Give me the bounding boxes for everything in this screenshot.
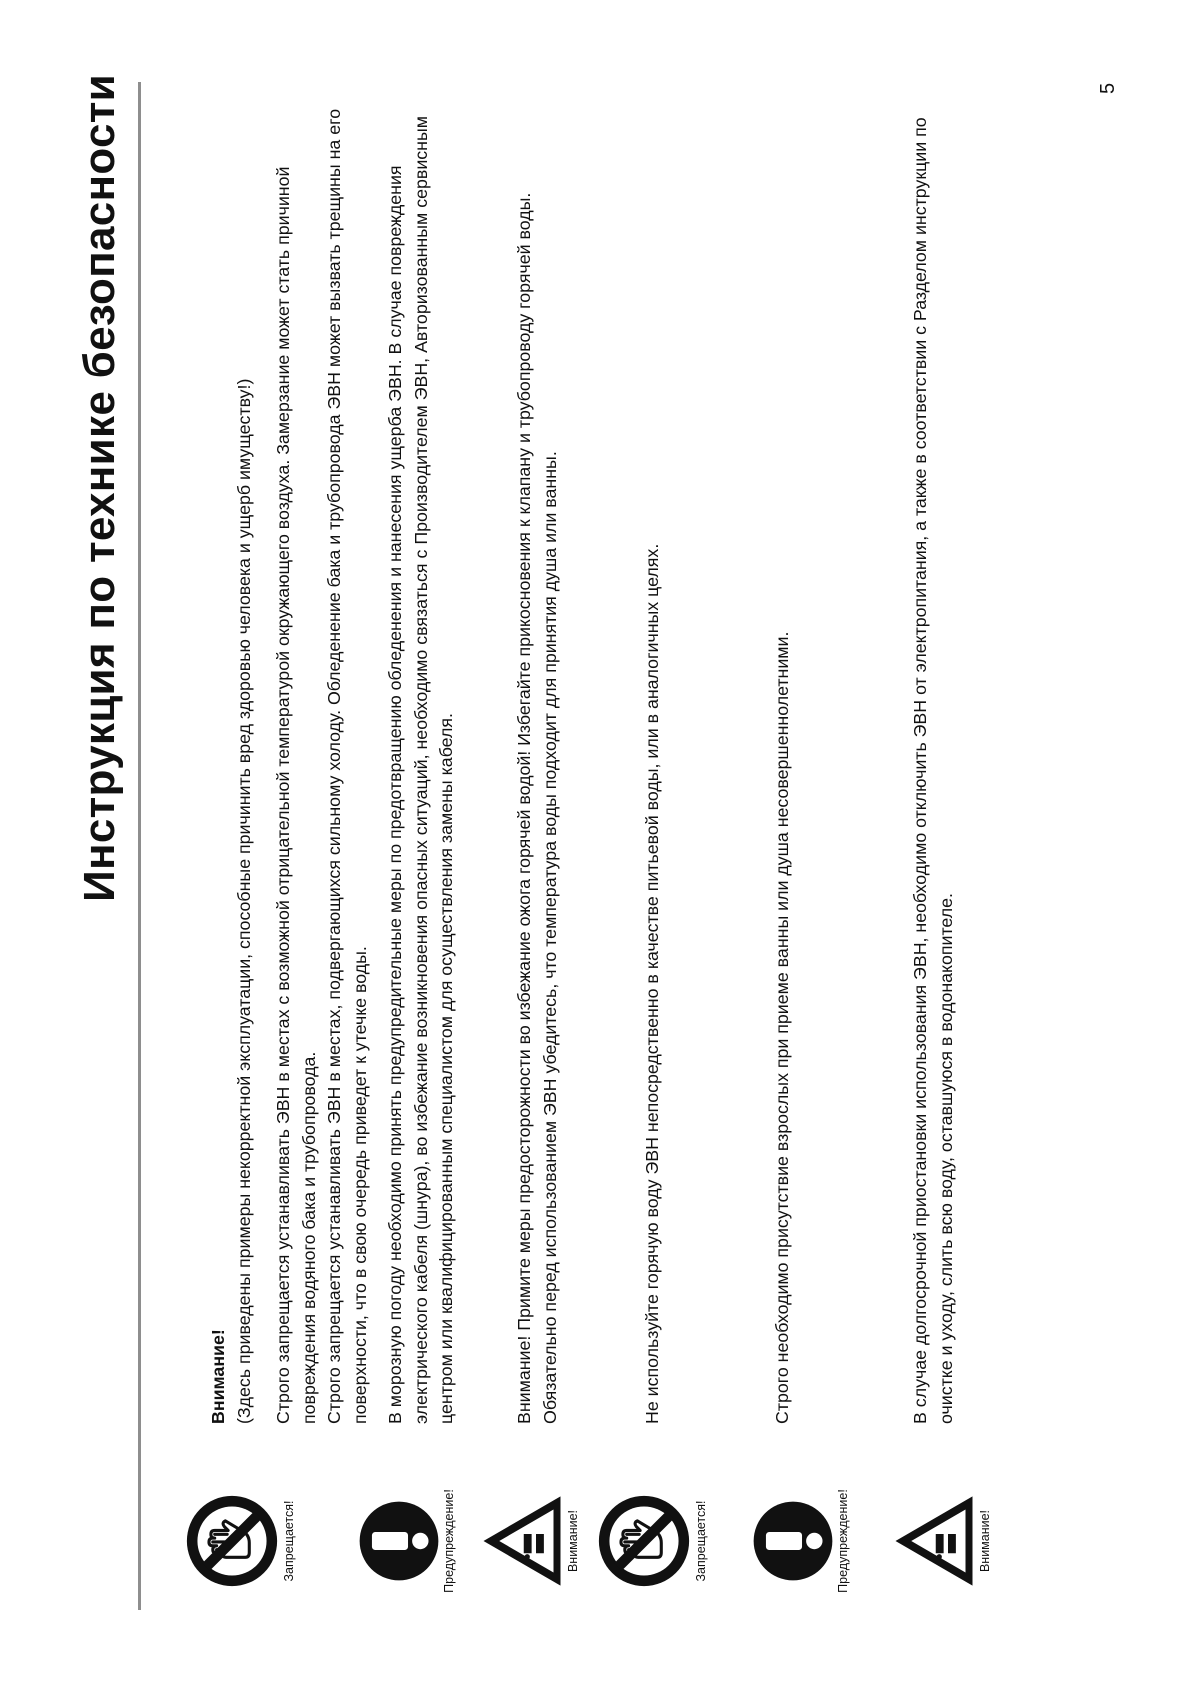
warning-exclamation-circle-icon [752,1500,834,1582]
warning-block [383,94,460,1424]
prohibited-icon-block [184,1486,296,1596]
block-paragraph: В случае долгосрочной приостановки использования ЭВН, необходимо отключить ЭВН от электропитания, а также в соответствии с Разделом инструкции по очистке и уходу, слить всю воду, оставшуюся в водонакопителе. [910,117,956,1424]
warning-exclamation-circle-icon [358,1500,440,1582]
icon-label: Внимание! [566,1509,580,1573]
caution-icon-block [480,1486,580,1596]
icon-label: Предупреждение! [442,1489,456,1593]
caution-block [908,94,959,1424]
page-number: 5 [1097,82,1119,94]
caution-block [512,94,563,1424]
icon-label: Предупреждение! [836,1489,850,1593]
block-paragraph: Внимание! Примите меры предосторожности во избежание ожога горячей водой! Избегайте прикосновения к клапану и трубопроводу горячей воды. Обязательно перед использованием ЭВН убедитесь, что температура воды подходит для принятия душа или ванны. [514,192,560,1424]
icon-label: Внимание! [978,1509,992,1573]
caution-triangle-icon [892,1492,976,1590]
attention-block [206,94,373,1424]
block-paragraph: В морозную погоду необходимо принять предупредительные меры по предотвращению обледенения и нанесения ущерба ЭВН. В случае повреждения электрического кабеля (шнура), во избежание возникновения опасных ситуаций, необходимо связаться с Производителем ЭВН, Авторизованным сервисным центром или квалифицированным специалистом для осуществления замены кабеля. [385,116,456,1424]
warning-block [770,94,796,1424]
title-divider [138,82,141,1610]
icon-label: Запрещается! [694,1500,708,1582]
warning-icon-block [752,1486,850,1596]
block-paragraph: Строго необходимо присутствие взрослых при приеме ванны или душа несовершеннолетними. [772,631,792,1424]
caution-icon-block [892,1486,992,1596]
prohibited-block [640,94,666,1424]
block-paragraph: (Здесь приведены примеры некорректной эксплуатации, способные причинить вред здоровью человека и ущерб имуществу!) [233,378,254,1424]
prohibited-hand-icon [596,1493,692,1589]
block-paragraph: Строго запрещается устанавливать ЭВН в местах, подвергающихся сильному холоду. Обледенение бака и трубопровода ЭВН может вызвать трещины на его поверхности, что в свою очередь приведет к утечке воды. [324,108,370,1424]
icon-label: Запрещается! [282,1500,296,1582]
warning-icon-block [358,1486,456,1596]
page-title: Инструкция по технике безопасности [75,74,124,902]
block-heading: Внимание! [208,1329,228,1424]
caution-triangle-icon [480,1492,564,1590]
prohibited-hand-icon [184,1493,280,1589]
block-paragraph: Строго запрещается устанавливать ЭВН в местах с возможной отрицательной температурой окружающего воздуха. Замерзание может стать причиной повреждения водяного бака и трубопровода. [273,166,319,1424]
prohibited-icon-block [596,1486,708,1596]
block-paragraph: Не используйте горячую воду ЭВН непосредственно в качестве питьевой воды, или в аналогичных целях. [642,543,662,1424]
